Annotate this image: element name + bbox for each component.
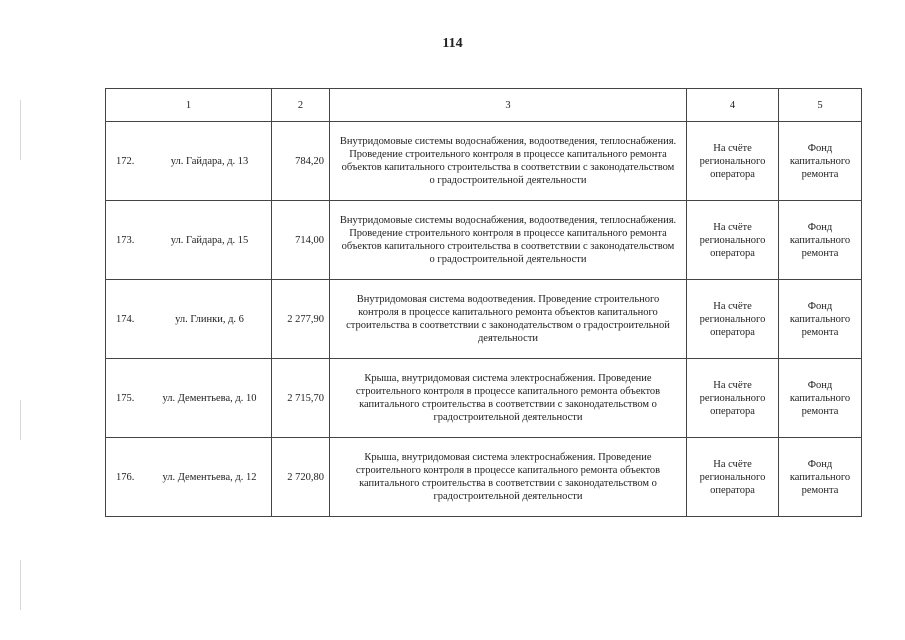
- address-cell: [106, 359, 272, 438]
- scan-edge-mark: [20, 400, 21, 440]
- account-holder: На счёте регионального оператора: [687, 359, 779, 438]
- area-value: 784,20: [272, 122, 330, 201]
- street-address: ул. Дементьева, д. 12: [162, 471, 257, 483]
- address-cell: [106, 201, 272, 280]
- account-holder: На счёте регионального оператора: [687, 280, 779, 359]
- address-cell: [106, 280, 272, 359]
- table-row: [106, 201, 862, 280]
- scan-edge-mark: [20, 560, 21, 610]
- table-row: [106, 280, 862, 359]
- area-value: 2 277,90: [272, 280, 330, 359]
- work-description: Крыша, внутридомовая система электроснабжения. Проведение строительного контроля в процессе капитального ремонта объектов капитального строительства в соответствии с законодательством о градостроительной деятельности: [330, 359, 687, 438]
- work-description: Крыша, внутридомовая система электроснабжения. Проведение строительного контроля в процессе капитального ремонта объектов капитального строительства в соответствии с законодательством о градостроительной деятельности: [330, 438, 687, 517]
- table-row: [106, 359, 862, 438]
- row-number: 173.: [116, 234, 135, 246]
- page-number: 114: [442, 36, 463, 51]
- funding-source: Фонд капитального ремонта: [779, 122, 862, 201]
- table-row: [106, 438, 862, 517]
- column-header: 5: [779, 89, 862, 122]
- account-holder: На счёте регионального оператора: [687, 201, 779, 280]
- funding-source: Фонд капитального ремонта: [779, 359, 862, 438]
- table-row: [106, 122, 862, 201]
- street-address: ул. Дементьева, д. 10: [162, 392, 257, 404]
- address-cell: [106, 122, 272, 201]
- repair-registry-table: [105, 88, 862, 517]
- column-header: 4: [687, 89, 779, 122]
- area-value: 2 715,70: [272, 359, 330, 438]
- row-number: 175.: [116, 392, 135, 404]
- account-holder: На счёте регионального оператора: [687, 438, 779, 517]
- funding-source: Фонд капитального ремонта: [779, 201, 862, 280]
- column-header: 2: [272, 89, 330, 122]
- column-number-header-row: [106, 89, 862, 122]
- account-holder: На счёте регионального оператора: [687, 122, 779, 201]
- street-address: ул. Глинки, д. 6: [175, 313, 244, 325]
- column-header: 1: [106, 89, 272, 122]
- area-value: 2 720,80: [272, 438, 330, 517]
- row-number: 172.: [116, 155, 135, 167]
- address-cell: [106, 438, 272, 517]
- work-description: Внутридомовая система водоотведения. Проведение строительного контроля в процессе капитального ремонта объектов капитального строительства в соответствии с законодательством о градостроительной деятельности: [330, 280, 687, 359]
- street-address: ул. Гайдара, д. 13: [170, 155, 249, 167]
- work-description: Внутридомовые системы водоснабжения, водоотведения, теплоснабжения. Проведение строительного контроля в процессе капитального ремонта объектов капитального строительства в соответствии с законодательством о градостроительной деятельности: [330, 122, 687, 201]
- area-value: 714,00: [272, 201, 330, 280]
- row-number: 174.: [116, 313, 135, 325]
- funding-source: Фонд капитального ремонта: [779, 438, 862, 517]
- scan-edge-mark: [20, 100, 21, 160]
- column-header: 3: [330, 89, 687, 122]
- street-address: ул. Гайдара, д. 15: [170, 234, 249, 246]
- row-number: 176.: [116, 471, 135, 483]
- funding-source: Фонд капитального ремонта: [779, 280, 862, 359]
- work-description: Внутридомовые системы водоснабжения, водоотведения, теплоснабжения. Проведение строительного контроля в процессе капитального ремонта объектов капитального строительства в соответствии с законодательством о градостроительной деятельности: [330, 201, 687, 280]
